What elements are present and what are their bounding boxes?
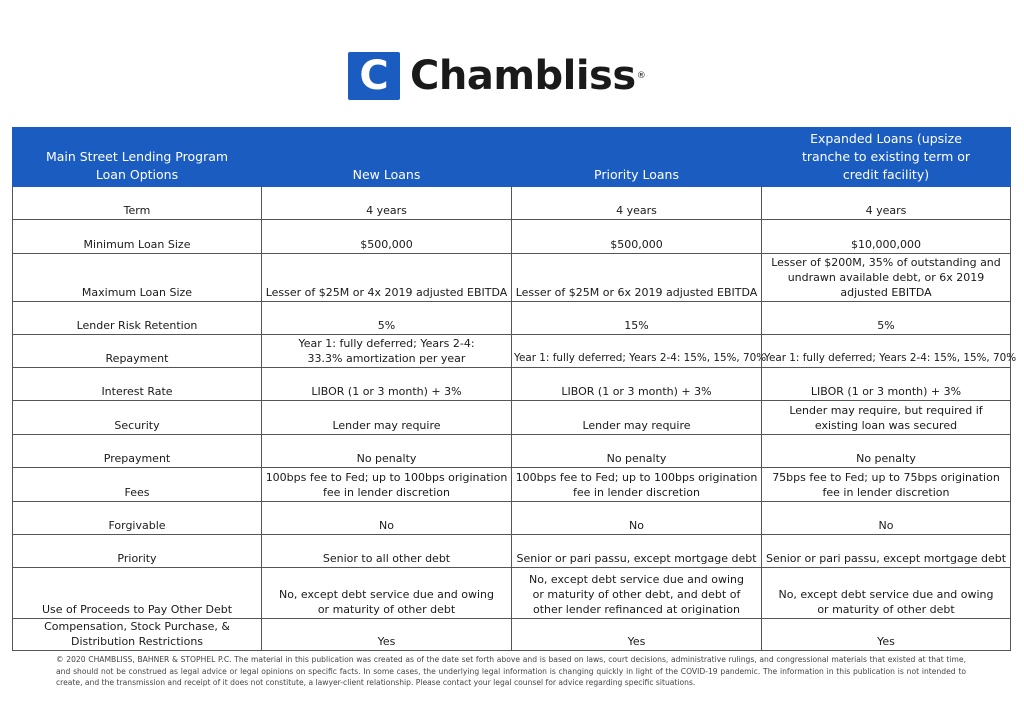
table-cell: 4 years (762, 187, 1011, 220)
table-cell: No, except debt service due and owing or maturity of other debt, and debt of other lender refinanced at origination (512, 568, 762, 619)
table-row (13, 568, 1011, 619)
loan-options-table (12, 127, 1017, 651)
table-cell: Senior to all other debt (262, 535, 512, 568)
table-row (13, 254, 1011, 302)
table-cell: No penalty (262, 435, 512, 468)
table-cell: LIBOR (1 or 3 month) + 3% (512, 368, 762, 401)
table-row (13, 401, 1011, 435)
table-cell: Lesser of $25M or 4x 2019 adjusted EBITDA (262, 254, 512, 302)
row-label: Repayment (13, 335, 262, 368)
header-expanded-loans: Expanded Loans (upsize tranche to existing term or credit facility) (762, 128, 1011, 187)
table-header-row (13, 128, 1011, 187)
table-cell: 5% (262, 302, 512, 335)
table-cell: 75bps fee to Fed; up to 75bps origination fee in lender discretion (762, 468, 1011, 502)
table-cell: $10,000,000 (762, 220, 1011, 254)
table-cell: 100bps fee to Fed; up to 100bps origination fee in lender discretion (262, 468, 512, 502)
table-cell: Lender may require, but required if existing loan was secured (762, 401, 1011, 435)
table-row (13, 368, 1011, 401)
table-cell: Yes (762, 619, 1011, 651)
row-label: Term (13, 187, 262, 220)
table-cell: 4 years (262, 187, 512, 220)
table-cell: Year 1: fully deferred; Years 2-4: 15%, 15%, 70% (762, 335, 1011, 368)
table-cell: No penalty (762, 435, 1011, 468)
table-cell: Lender may require (512, 401, 762, 435)
table-cell: 100bps fee to Fed; up to 100bps origination fee in lender discretion (512, 468, 762, 502)
table-row (13, 535, 1011, 568)
header-program: Main Street Lending Program Loan Options (13, 128, 262, 187)
table-cell: Lesser of $25M or 6x 2019 adjusted EBITDA (512, 254, 762, 302)
table-cell: No penalty (512, 435, 762, 468)
table-cell: 4 years (512, 187, 762, 220)
row-label: Lender Risk Retention (13, 302, 262, 335)
table-cell: No, except debt service due and owing or maturity of other debt (762, 568, 1011, 619)
row-label: Interest Rate (13, 368, 262, 401)
table-row (13, 502, 1011, 535)
table-row (13, 302, 1011, 335)
logo-wordmark (410, 52, 645, 100)
logo-mark-icon: C (348, 52, 400, 100)
table-cell: No (512, 502, 762, 535)
table-cell: LIBOR (1 or 3 month) + 3% (262, 368, 512, 401)
table-cell: 5% (762, 302, 1011, 335)
registered-mark: ® (636, 71, 646, 81)
row-label: Priority (13, 535, 262, 568)
table-row (13, 435, 1011, 468)
legal-disclaimer: © 2020 CHAMBLISS, BAHNER & STOPHEL P.C. The material in this publication was created as of the date set forth above and is based on laws, court decisions, administrative rulings, and congressional materials that existed at that time, and should not be construed as legal advice or legal opinions on specific facts. In some cases, the underlying legal information is changing quickly in light of the COVID-19 pandemic. The information in this publication is not intended to create, and the transmission and receipt of it does not constitute, a lawyer-client relationship. Please contact your legal counsel for advice regarding specific situations. (56, 655, 966, 687)
table-cell: LIBOR (1 or 3 month) + 3% (762, 368, 1011, 401)
table-cell: No, except debt service due and owing or maturity of other debt (262, 568, 512, 619)
table-cell: 15% (512, 302, 762, 335)
table-cell: $500,000 (262, 220, 512, 254)
chambliss-logo (348, 52, 645, 100)
header-new-loans: New Loans (262, 128, 512, 187)
table-cell: No (762, 502, 1011, 535)
table-cell: Yes (512, 619, 762, 651)
table-cell: No (262, 502, 512, 535)
header-priority-loans: Priority Loans (512, 128, 762, 187)
row-label: Fees (13, 468, 262, 502)
row-label: Security (13, 401, 262, 435)
row-label: Minimum Loan Size (13, 220, 262, 254)
table-cell: Senior or pari passu, except mortgage debt (762, 535, 1011, 568)
table-row (13, 335, 1011, 368)
logo-wordmark-text: Chambliss (410, 53, 636, 99)
table-row (13, 220, 1011, 254)
row-label: Maximum Loan Size (13, 254, 262, 302)
table-cell: Senior or pari passu, except mortgage debt (512, 535, 762, 568)
row-label: Forgivable (13, 502, 262, 535)
row-label: Prepayment (13, 435, 262, 468)
table-cell: Lesser of $200M, 35% of outstanding and undrawn available debt, or 6x 2019 adjusted EBITDA (762, 254, 1011, 302)
table-cell: Year 1: fully deferred; Years 2-4: 15%, 15%, 70% (512, 335, 762, 368)
table-cell: Year 1: fully deferred; Years 2-4: 33.3% amortization per year (262, 335, 512, 368)
table-cell: $500,000 (512, 220, 762, 254)
table-row (13, 187, 1011, 220)
row-label: Compensation, Stock Purchase, & Distribution Restrictions (13, 619, 262, 651)
table-row (13, 619, 1011, 651)
table-row (13, 468, 1011, 502)
table-cell: Lender may require (262, 401, 512, 435)
row-label: Use of Proceeds to Pay Other Debt (13, 568, 262, 619)
table-cell: Yes (262, 619, 512, 651)
